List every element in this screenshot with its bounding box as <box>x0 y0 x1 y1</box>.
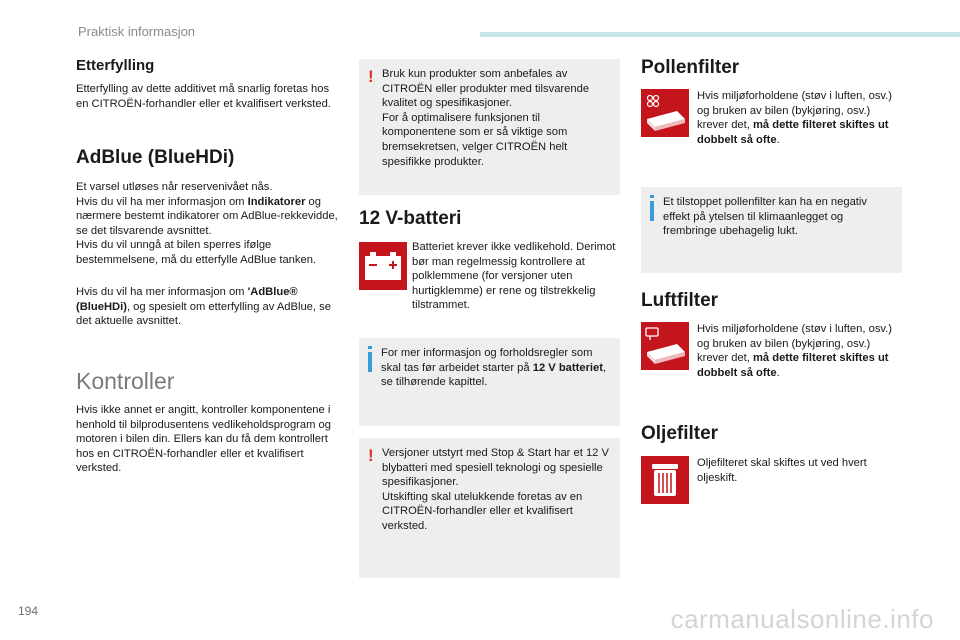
info-icon <box>650 201 654 221</box>
luftfilter-heading: Luftfilter <box>641 290 719 311</box>
battery-icon <box>359 242 407 290</box>
batteri-heading: 12 V-batteri <box>359 208 462 229</box>
warning-box-products <box>359 59 620 195</box>
warning-icon: ! <box>368 67 374 86</box>
page-number: 194 <box>18 604 39 618</box>
warning-text: Versjoner utstyrt med Stop & Start har et 12 V blybatteri med spesiell teknologi og spesielle spesifikasjoner. Utskifting skal utelukkende foretas av en CITROËN-forhandler eller et kvalifisert verksted. <box>382 447 609 532</box>
adblue-line-2: Hvis du vil ha mer informasjon om Indikatorer og nærmere bestemt indikatorer om AdBlue-rekkevidde, se det tilsvarende avsnittet. <box>76 195 338 237</box>
info-box-pollen <box>641 187 902 273</box>
adblue-line-1: Et varsel utløses når reservenivået nås. <box>76 181 273 193</box>
header-bar <box>480 32 960 37</box>
adblue-line-3: Hvis du vil unngå at bilen sperres ifølge bestemmelsene, må du etterfylle AdBlue tanken. <box>76 239 317 266</box>
adblue-paragraph-1 <box>76 180 338 268</box>
info-text: For mer informasjon og forholdsregler som skal tas før arbeidet starter på 12 V batteriet, se tilhørende kapittel. <box>381 347 607 389</box>
section-title: Praktisk informasjon <box>78 24 196 39</box>
batteri-text: Batteriet krever ikke vedlikehold. Derimot bør man regelmessig kontrollere at polklemmene (for versjoner uten hurtigklemme) er rene og tilstrekkelig tilstrammet. <box>412 241 616 312</box>
etterfylling-heading: Etterfylling <box>76 57 155 74</box>
warning-icon: ! <box>368 446 374 465</box>
warning-box-stop-start <box>359 438 620 578</box>
cabin-filter-icon <box>641 89 689 137</box>
kontroller-heading: Kontroller <box>76 368 175 394</box>
air-filter-icon <box>641 322 689 370</box>
warning-text: Bruk kun produkter som anbefales av CITROËN eller produkter med tilsvarende kvalitet og spesifikasjoner. For å optimalisere funksjonen til komponentene som er så viktige som bremsekretsen, velger CITROËN helt spesifikke produkter. <box>382 68 590 168</box>
info-text: Et tilstoppet pollenfilter kan ha en negativ effekt på ytelsen til klimaanlegget og frembringe ubehagelig lukt. <box>663 196 867 238</box>
pollenfilter-heading: Pollenfilter <box>641 57 740 78</box>
info-box-battery <box>359 338 620 426</box>
adblue-heading: AdBlue (BlueHDi) <box>76 147 235 168</box>
etterfylling-text: Etterfylling av dette additivet må snarlig foretas hos en CITROËN-forhandler eller et kvalifisert verksted. <box>76 83 331 110</box>
watermark-text: carmanualsonline.info <box>670 604 934 634</box>
info-icon <box>368 352 372 372</box>
kontroller-text: Hvis ikke annet er angitt, kontroller komponentene i henhold til bilprodusentens vedlikeholdsprogram og motoren i bilen din. Ellers kan du få dem kontrollert hos en CITROËN-forhandler eller et kvalifisert verksted. <box>76 404 331 475</box>
pollenfilter-text: Hvis miljøforholdene (støv i luften, osv.) og bruken av bilen (bykjøring, osv.) krever det, må dette filteret skiftes ut dobbelt så ofte. <box>697 90 893 146</box>
oil-filter-icon <box>641 456 689 504</box>
luftfilter-text: Hvis miljøforholdene (støv i luften, osv.) og bruken av bilen (bykjøring, osv.) krever det, må dette filteret skiftes ut dobbelt så ofte. <box>697 323 893 379</box>
oljefilter-heading: Oljefilter <box>641 423 719 444</box>
adblue-paragraph-2: Hvis du vil ha mer informasjon om 'AdBlue® (BlueHDi), og spesielt om etterfylling av AdBlue, se det aktuelle avsnittet. <box>76 286 331 328</box>
oljefilter-text: Oljefilteret skal skiftes ut ved hvert oljeskift. <box>697 457 867 484</box>
